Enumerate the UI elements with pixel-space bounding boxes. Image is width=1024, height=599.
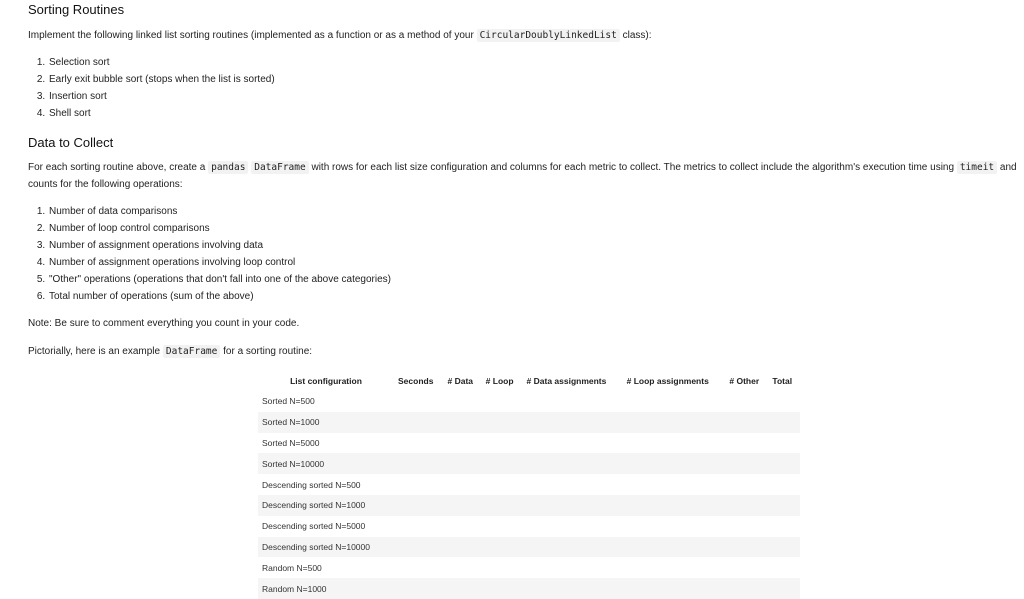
pict-text-after: for a sorting routine: xyxy=(220,346,313,357)
table-header-row xyxy=(258,370,800,391)
row-label: Descending sorted N=10000 xyxy=(258,537,394,558)
row-label: Sorted N=500 xyxy=(262,396,315,407)
table-row xyxy=(258,453,800,474)
table-row xyxy=(258,495,800,516)
row-label: Descending sorted N=5000 xyxy=(262,521,366,532)
column-header: # Data assignments xyxy=(526,375,607,386)
metrics-text-1: For each sorting routine above, create a xyxy=(28,162,209,173)
row-label: Random N=500 xyxy=(262,562,322,573)
metrics-text-2: with rows for each list size configuration and columns for each metric to collect. The metrics to collect include the algorithm's execution time using xyxy=(308,162,957,173)
class-name-code: CircularDoublyLinkedList xyxy=(477,29,620,42)
metrics-paragraph xyxy=(28,159,1018,193)
pict-text-before: Pictorially, here is an example xyxy=(28,346,163,357)
list-item: 6. Total number of operations (sum of the above) xyxy=(48,288,391,305)
table-row xyxy=(258,474,800,495)
pictorial-paragraph xyxy=(28,343,312,360)
intro-text-before: Implement the following linked list sorting routines (implemented as a function or as a method of your xyxy=(28,30,477,41)
section-heading-data: Data to Collect xyxy=(28,135,114,150)
row-label: Descending sorted N=1000 xyxy=(258,495,394,516)
intro-text-after: class): xyxy=(619,30,652,41)
list-item: 1. Selection sort xyxy=(48,54,275,71)
list-item: 4. Shell sort xyxy=(48,105,275,122)
list-item: 4. Number of assignment operations involving loop control xyxy=(48,254,391,271)
example-dataframe-table xyxy=(258,370,800,599)
metrics-list xyxy=(28,203,391,305)
column-header: List configuration xyxy=(290,375,362,386)
row-label: Sorted N=5000 xyxy=(262,437,320,448)
table-row xyxy=(258,516,800,537)
list-item: 3. Insertion sort xyxy=(48,88,275,105)
table-row xyxy=(258,537,800,558)
row-label: Sorted N=10000 xyxy=(258,453,394,474)
row-label: Random N=1000 xyxy=(258,578,394,599)
list-item: 2. Number of loop control comparisons xyxy=(48,220,391,237)
list-item: 1. Number of data comparisons xyxy=(48,203,391,220)
list-item: 2. Early exit bubble sort (stops when the list is sorted) xyxy=(48,71,275,88)
column-header: # Loop xyxy=(485,375,514,386)
list-item: 3. Number of assignment operations involving data xyxy=(48,237,391,254)
timeit-code: timeit xyxy=(957,161,997,174)
row-label: Descending sorted N=500 xyxy=(262,479,361,490)
column-header: Total xyxy=(772,375,793,386)
table-row xyxy=(258,557,800,578)
column-header: Seconds xyxy=(398,375,434,386)
intro-paragraph xyxy=(28,27,1018,44)
column-header: # Loop assignments xyxy=(626,375,709,386)
column-header: # Other xyxy=(729,375,760,386)
pandas-code: pandas xyxy=(208,161,248,174)
section-heading-sorting: Sorting Routines xyxy=(28,2,125,17)
column-header: # Data xyxy=(447,375,473,386)
table-row xyxy=(258,578,800,599)
sorting-routines-list xyxy=(28,54,275,122)
table-row xyxy=(258,412,800,433)
table-row xyxy=(258,433,800,454)
list-item: 5. "Other" operations (operations that don't fall into one of the above categories) xyxy=(48,271,391,288)
dataframe-code: DataFrame xyxy=(251,161,308,174)
note-paragraph: Note: Be sure to comment everything you count in your code. xyxy=(28,318,300,329)
table-row xyxy=(258,391,800,412)
dataframe-code: DataFrame xyxy=(163,345,220,358)
metrics-text-3: and counts for the following operations: xyxy=(28,162,1017,190)
row-label: Sorted N=1000 xyxy=(258,412,394,433)
